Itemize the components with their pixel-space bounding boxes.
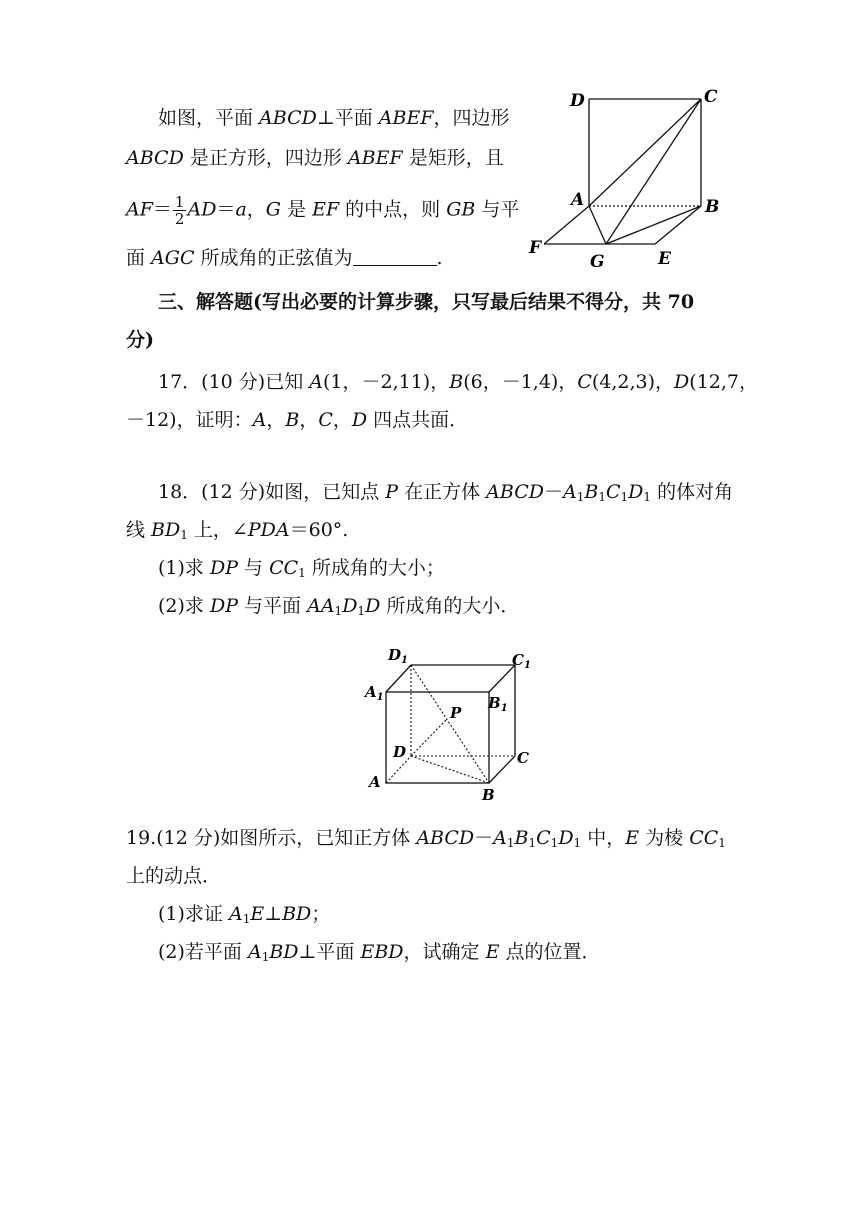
text: 所成角的大小；: [305, 557, 445, 579]
q19-line-2: 上的动点．: [126, 865, 222, 887]
math-e: E: [625, 827, 640, 849]
math-c: C: [577, 371, 592, 393]
text: 所成角的正弦值为: [194, 247, 353, 269]
math-d: D: [558, 827, 574, 849]
text: 点的位置．: [499, 941, 601, 963]
label-d: D: [393, 743, 407, 761]
math-c: C: [318, 409, 333, 431]
text: (12,7，: [689, 371, 758, 393]
text: ，: [246, 198, 266, 221]
math-b: B: [449, 371, 464, 393]
q16-line-3: [126, 194, 519, 227]
math-aa: AA: [307, 595, 335, 617]
label-d1: $D_1$: [388, 646, 408, 666]
text: 19.(12 分)如图所示，已知正方体: [126, 827, 417, 849]
text: (6，－1,4)，: [463, 371, 578, 393]
q17-line-1: [158, 370, 758, 394]
text: ＝60°.: [289, 519, 349, 541]
text: 17．(10 分)已知: [158, 371, 310, 393]
math-a: a: [235, 198, 247, 221]
math-dp: DP: [209, 595, 238, 617]
subscript: 1: [357, 604, 366, 618]
text: (1)求: [158, 557, 210, 579]
text: ＝: [216, 198, 236, 221]
label-d: D: [570, 91, 585, 111]
text: 在正方体: [398, 481, 487, 503]
math-abcd: ABCD: [259, 107, 317, 129]
label-g: G: [590, 252, 605, 272]
text: (1，－2,11)，: [323, 371, 450, 393]
text: 的中点，则: [339, 198, 447, 221]
text: ，试确定: [403, 941, 486, 963]
label-a: A: [571, 190, 585, 210]
math-d: D: [628, 481, 644, 503]
text: 四点共面．: [367, 409, 469, 431]
subscript: 1: [620, 490, 629, 504]
subscript: 1: [718, 836, 726, 850]
math-d: D: [674, 371, 690, 393]
label-c: C: [704, 87, 718, 107]
text: 的体对角: [651, 481, 734, 503]
math-bd: BD: [269, 941, 299, 963]
math-abcd: ABCD: [486, 481, 544, 503]
text: ⊥: [264, 903, 283, 925]
subscript: 1: [180, 528, 188, 542]
answer-blank: [353, 247, 437, 266]
math-e: E: [485, 941, 500, 963]
math-a: A: [562, 481, 577, 503]
q16-line-1: [158, 106, 510, 130]
text: 中，: [581, 827, 626, 849]
label-c: C: [517, 749, 529, 767]
math-d: D: [365, 595, 381, 617]
subscript: 1: [528, 836, 537, 850]
text: 与: [238, 557, 270, 579]
subscript: 1: [576, 490, 585, 504]
math-e: E: [250, 903, 265, 925]
math-abef: ABEF: [347, 147, 403, 169]
label-p: P: [450, 704, 462, 722]
fraction-denominator: 2: [174, 210, 185, 228]
text: 上，∠: [187, 519, 248, 541]
label-a: A: [369, 773, 381, 791]
math-d: D: [342, 595, 358, 617]
text: (4,2,3)，: [591, 371, 675, 393]
q18-figure: [360, 644, 540, 809]
text: (1)求证: [158, 903, 229, 925]
text: 18．(12 分)如图，已知点: [158, 481, 386, 503]
subscript: 1: [261, 950, 270, 964]
math-dp: DP: [209, 557, 238, 579]
text: －: [543, 481, 563, 503]
math-b: B: [285, 409, 300, 431]
math-gb: GB: [446, 198, 476, 221]
text: ，四边形: [433, 107, 510, 129]
text: .: [436, 247, 443, 269]
label-b1: $B_1$: [488, 694, 508, 714]
math-cc: CC: [269, 557, 299, 579]
subscript: 1: [298, 566, 306, 580]
text: 为棱: [639, 827, 690, 849]
math-pda: PDA: [247, 519, 290, 541]
math-abcd: ABCD: [416, 827, 475, 849]
text: ⊥平面: [316, 107, 379, 129]
q17-line-2: [126, 408, 468, 432]
q16-line-2: [126, 146, 504, 170]
math-a: A: [493, 827, 507, 849]
text: (2)若平面: [158, 941, 248, 963]
label-a1: $A_1$: [365, 683, 384, 703]
subscript: 1: [573, 836, 582, 850]
q16-figure: [520, 84, 740, 274]
text: 如图，平面: [158, 107, 260, 129]
math-d: D: [351, 409, 368, 431]
math-a: A: [309, 371, 323, 393]
q16-line-4: [126, 246, 443, 270]
math-cc: CC: [689, 827, 719, 849]
label-b: B: [705, 197, 720, 217]
math-ad: AD: [187, 198, 217, 221]
text: 线: [126, 519, 152, 541]
text: 是矩形，且: [402, 147, 504, 169]
q19-line-4: [158, 940, 601, 969]
text: ⊥平面: [298, 941, 361, 963]
math-b: B: [514, 827, 529, 849]
label-b: B: [482, 786, 495, 804]
text: ，: [266, 409, 286, 431]
subscript: 1: [643, 490, 652, 504]
math-c: C: [605, 481, 621, 503]
text: －: [474, 827, 494, 849]
fraction-half: [173, 194, 187, 227]
q19-line-1: [126, 826, 726, 855]
q18-line-2: [126, 518, 348, 547]
subscript: 1: [550, 836, 559, 850]
subscript: 1: [242, 912, 251, 926]
text: ；: [311, 903, 331, 925]
q18-line-1: [158, 480, 733, 509]
subscript: 1: [506, 836, 515, 850]
math-a: A: [228, 903, 243, 925]
math-g: G: [265, 198, 281, 221]
text: 是正方形，四边形: [183, 147, 348, 169]
math-c: C: [536, 827, 551, 849]
q18-line-3: [158, 556, 445, 585]
q18-line-4: [158, 594, 519, 623]
math-abcd: ABCD: [126, 147, 184, 169]
fraction-numerator: 1: [174, 193, 185, 211]
text: ＝: [152, 198, 172, 221]
text: ，: [332, 409, 352, 431]
math-ebd: EBD: [360, 941, 404, 963]
math-af: AF: [126, 198, 153, 221]
text: (2)求: [158, 595, 210, 617]
label-c1: $C_1$: [512, 651, 531, 671]
text: －12)，证明：: [126, 409, 253, 431]
text: 与平: [475, 198, 520, 221]
math-a: A: [247, 941, 262, 963]
math-abef: ABEF: [378, 107, 434, 129]
math-bd: BD: [282, 903, 312, 925]
text: 所成角的大小．: [380, 595, 520, 617]
label-e: E: [658, 249, 671, 269]
text: 是: [280, 198, 313, 221]
q19-line-3: [158, 902, 330, 931]
math-ef: EF: [312, 198, 340, 221]
section-3-heading-cont: 分): [126, 329, 154, 351]
label-f: F: [529, 238, 542, 258]
math-p: P: [385, 481, 399, 503]
text: 面: [126, 247, 152, 269]
section-3-heading: 三、解答题(写出必要的计算步骤，只写最后结果不得分，共 70: [158, 291, 695, 313]
math-agc: AGC: [151, 247, 195, 269]
math-a: A: [252, 409, 267, 431]
subscript: 1: [598, 490, 606, 504]
math-bd: BD: [151, 519, 181, 541]
subscript: 1: [334, 604, 343, 618]
math-b: B: [584, 481, 599, 503]
text: 与平面: [238, 595, 308, 617]
text: ，: [299, 409, 319, 431]
